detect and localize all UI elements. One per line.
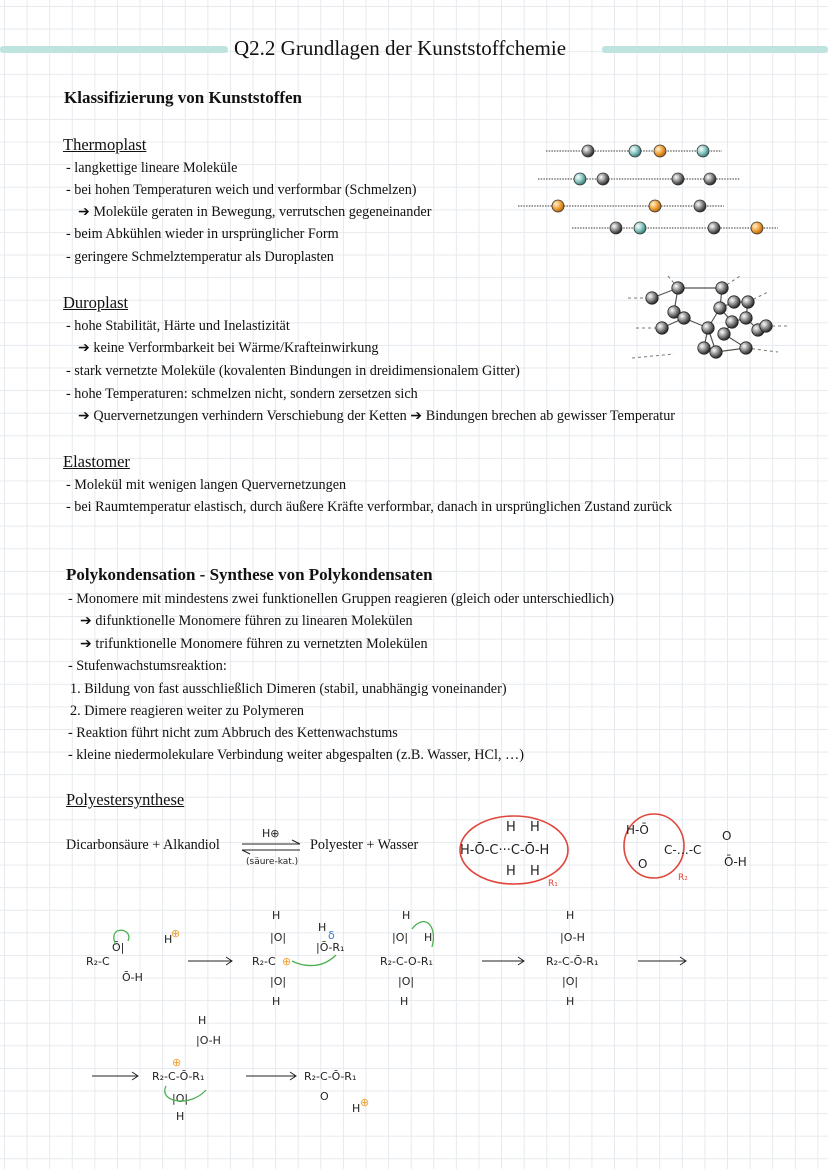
svg-text:⊕: ⊕ [172,1056,182,1069]
polykondensation-line: ➔ difunktionelle Monomere führen zu linearen Molekülen [80,613,413,629]
alkandiol-structure [454,812,604,890]
svg-text:H: H [506,820,516,835]
polykondensation-line: - Monomere mit mindestens zwei funktionellen Gruppen reagieren (gleich oder unterschiedlich) [68,591,615,607]
thermoplast-chains-illustration [510,138,790,238]
section-heading-classification: Klassifizierung von Kunststoffen [64,88,303,107]
svg-text:H: H [400,995,409,1008]
svg-text:H-Ō: H-Ō [626,823,649,837]
svg-text:H: H [176,1110,185,1123]
mechanism-row-2 [90,1010,410,1130]
svg-text:R₂-C: R₂-C [252,955,276,968]
duroplast-line: - stark vernetzte Moleküle (kovalenten Bindungen in dreidimensionalem Gitter) [66,363,520,379]
svg-text:R₂-C-Ō-R₁: R₂-C-Ō-R₁ [152,1070,205,1083]
svg-text:|O|: |O| [270,931,287,944]
polykondensation-line: 2. Dimere reagieren weiter zu Polymeren [70,703,304,719]
elastomer-line: - bei Raumtemperatur elastisch, durch äußere Kräfte verformbar, danach in ursprünglichen Zustand zurück [66,499,673,515]
heading-elastomer: Elastomer [63,452,130,471]
svg-text:R₂-C-Ō-R₁: R₂-C-Ō-R₁ [546,955,599,968]
svg-text:|O|: |O| [562,975,579,988]
svg-text:O: O [320,1090,329,1103]
catalyst-note: (säure-kat.) [246,857,299,867]
svg-text:O: O [722,829,732,843]
dicarbonsaeure-structure [614,810,764,888]
svg-text:|O|: |O| [270,975,287,988]
svg-text:H: H [198,1014,207,1027]
svg-text:|O|: |O| [392,931,409,944]
title-bar-right [602,46,828,53]
duroplast-line: - hohe Temperaturen: schmelzen nicht, sondern zersetzen sich [66,386,418,402]
svg-text:H: H [566,909,575,922]
svg-text:|Ō-R₁: |Ō-R₁ [316,941,345,954]
duroplast-line: - hohe Stabilität, Härte und Inelastizität [66,318,290,334]
svg-text:|O-H: |O-H [560,931,585,944]
equilibrium-arrows [236,824,308,870]
svg-text:δ: δ [328,929,335,942]
equation-products: Polyester + Wasser [310,837,419,853]
svg-text:|O|: |O| [172,1092,189,1105]
polykondensation-line: - kleine niedermolekulare Verbindung weiter abgespalten (z.B. Wasser, HCl, …) [68,747,524,763]
equation-reactants: Dicarbonsäure + Alkandiol [66,837,220,853]
duroplast-network-illustration [628,272,790,372]
svg-text:H: H [530,820,540,835]
polykondensation-line: 1. Bildung von fast ausschließlich Dimeren (stabil, unabhängig voneinander) [70,681,507,697]
svg-text:H: H [272,995,281,1008]
svg-text:Ō|: Ō| [112,941,125,954]
svg-text:H-Ō-C···C-Ō-H: H-Ō-C···C-Ō-H [460,843,550,858]
thermoplast-line: - beim Abkühlen wieder in ursprünglicher Form [66,226,339,242]
svg-text:R₂-C-O-R₁: R₂-C-O-R₁ [380,955,433,968]
svg-text:⊕: ⊕ [282,955,292,968]
svg-text:H: H [272,909,281,922]
polykondensation-line: - Stufenwachstumsreaktion: [68,658,227,674]
catalyst-label: H⊕ [262,827,280,840]
elastomer-line: - Molekül mit wenigen langen Quervernetzungen [66,477,347,493]
svg-text:C-…-C: C-…-C [664,843,702,857]
svg-text:H: H [506,864,516,879]
svg-text:|O-H: |O-H [196,1034,221,1047]
polykondensation-line: - Reaktion führt nicht zum Abbruch des Kettenwachstums [68,725,398,741]
svg-text:H: H [402,909,411,922]
svg-text:H: H [164,933,173,946]
svg-text:O: O [638,857,648,871]
thermoplast-line: ➔ Moleküle geraten in Bewegung, verrutschen gegeneinander [78,204,432,220]
r2-label: R₂ [678,873,688,883]
section-heading-polykondensation: Polykondensation - Synthese von Polykondensaten [66,565,433,584]
svg-text:R₂-C-Ō-R₁: R₂-C-Ō-R₁ [304,1070,357,1083]
svg-text:H: H [352,1102,361,1115]
heading-thermoplast: Thermoplast [63,135,147,154]
heading-polyestersynthese: Polyestersynthese [66,790,185,809]
polykondensation-line: ➔ trifunktionelle Monomere führen zu vernetzten Molekülen [80,636,428,652]
duroplast-line: ➔ keine Verformbarkeit bei Wärme/Krafteinwirkung [78,340,379,356]
svg-text:⊕: ⊕ [171,927,181,940]
svg-text:⊕: ⊕ [360,1096,370,1109]
title-bar-left [0,46,228,53]
svg-text:H: H [530,864,540,879]
svg-text:Ō-H: Ō-H [724,855,747,869]
svg-text:Ō-H: Ō-H [122,971,143,984]
svg-text:H: H [424,931,433,944]
thermoplast-line: - bei hohen Temperaturen weich und verformbar (Schmelzen) [66,182,417,198]
mechanism-row-1 [82,905,702,1015]
svg-text:H: H [566,995,575,1008]
r1-label: R₁ [548,879,558,889]
svg-text:R₂-C: R₂-C [86,955,110,968]
svg-text:H: H [318,921,327,934]
thermoplast-line: - geringere Schmelztemperatur als Duroplasten [66,249,334,265]
duroplast-line: ➔ Quervernetzungen verhindern Verschiebung der Ketten ➔ Bindungen brechen ab gewisser Temperatur [78,408,676,424]
thermoplast-line: - langkettige lineare Moleküle [66,160,238,176]
heading-duroplast: Duroplast [63,293,129,312]
svg-text:|O|: |O| [398,975,415,988]
page-title: Q2.2 Grundlagen der Kunststoffchemie [234,36,567,60]
